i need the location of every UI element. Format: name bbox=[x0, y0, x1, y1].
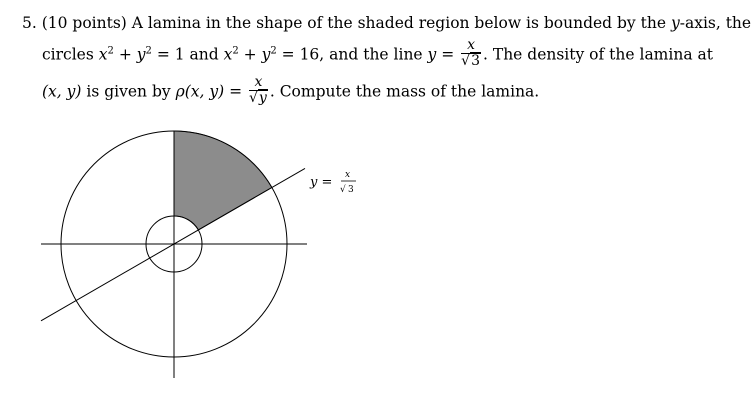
line-frac-den-value: 3 bbox=[471, 52, 480, 69]
line-var: y = bbox=[427, 45, 455, 64]
problem-number: 5. bbox=[22, 14, 37, 32]
problem-text-5: is given by bbox=[86, 82, 171, 101]
sq1: 2 bbox=[107, 45, 114, 57]
problem-text-2: -axis, the bbox=[679, 14, 751, 32]
rho-frac-den-value: y bbox=[258, 89, 267, 106]
problem-text-1: A lamina in the shape of the shaded region below is bounded by the bbox=[131, 14, 667, 32]
problem-text-4: . The density of the lamina at bbox=[483, 45, 713, 64]
shaded-region bbox=[174, 131, 272, 230]
rho-lhs: ρ(x, y) = bbox=[175, 82, 243, 101]
sq3: 2 bbox=[232, 45, 239, 57]
problem-text-6: . Compute the mass of the lamina. bbox=[269, 82, 540, 101]
circle2-x: x bbox=[223, 45, 233, 64]
sq2: 2 bbox=[145, 45, 152, 57]
circle2-eq: = 16, and the line bbox=[281, 45, 423, 64]
problem-text-3: circles bbox=[42, 45, 94, 64]
circle1-y: + y bbox=[118, 45, 146, 64]
line-y-eq-x-over-sqrt3 bbox=[41, 168, 305, 320]
line-label-sqrt-sign: √ bbox=[340, 185, 346, 195]
var-y: y bbox=[670, 14, 680, 32]
line-frac-num: x bbox=[461, 38, 481, 54]
circle2-y: + y bbox=[243, 45, 271, 64]
line-label-den: 3 bbox=[348, 185, 354, 195]
sqrt-sign-1: √ bbox=[461, 52, 471, 69]
circle1-eq: = 1 and bbox=[156, 45, 219, 64]
line-label-lhs: y = bbox=[310, 175, 333, 190]
line-label-num: x bbox=[345, 170, 351, 180]
circle1-x: x bbox=[98, 45, 108, 64]
sqrt-sign-2: √ bbox=[249, 89, 258, 106]
point-xy: (x, y) bbox=[42, 82, 82, 101]
rho-frac-num: x bbox=[249, 75, 268, 91]
problem-points: (10 points) bbox=[41, 14, 127, 32]
sq4: 2 bbox=[270, 45, 277, 57]
